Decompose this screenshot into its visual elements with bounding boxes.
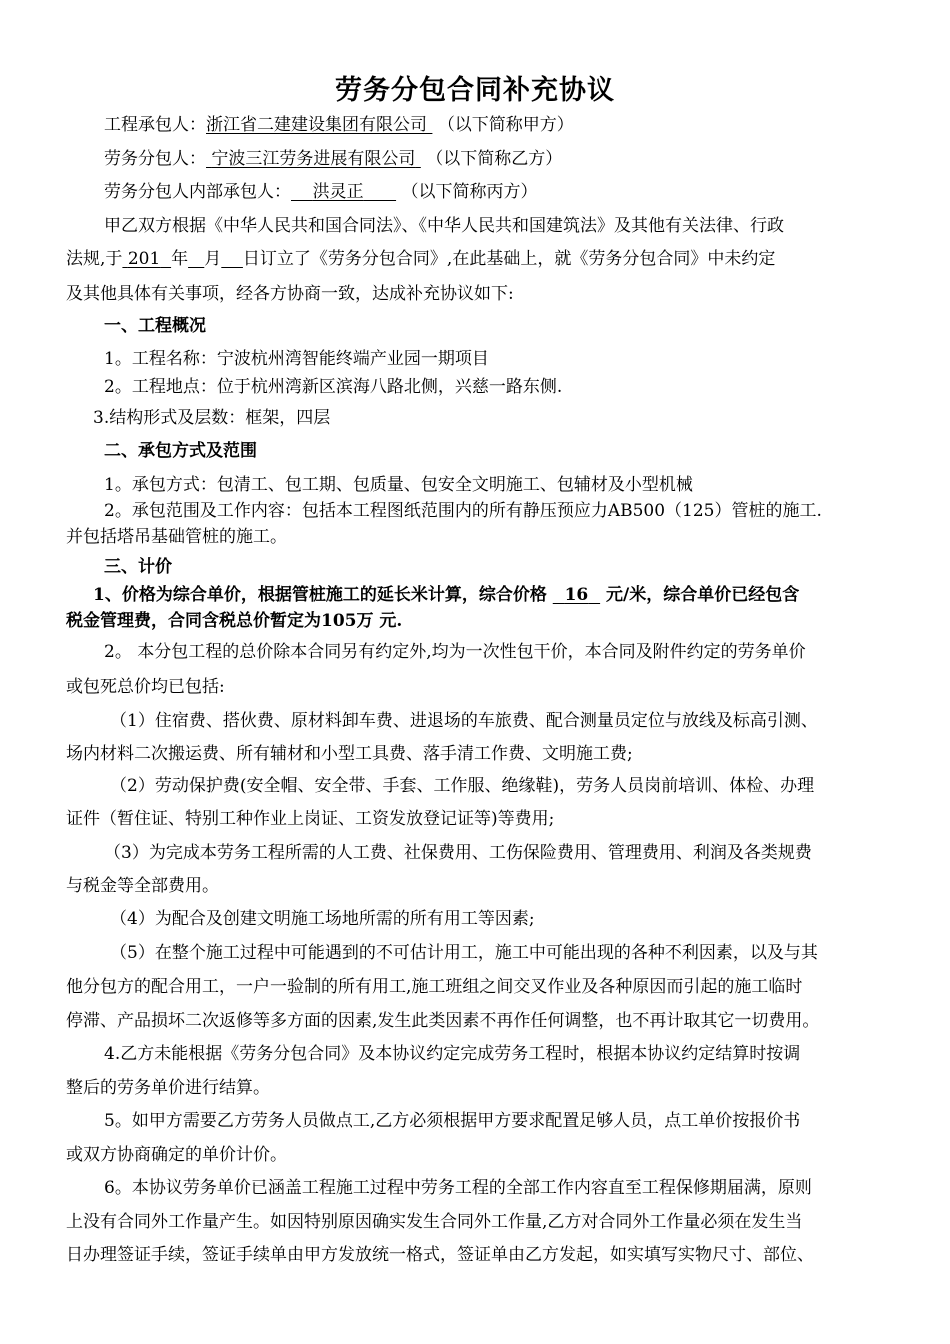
- party-label: 劳务分包人：: [104, 149, 206, 169]
- pricing-clause-6-cont-2: 日办理签证手续，签证手续单由甲方发放统一格式，签证单由乙方发起，如实填写实物尺寸、部位、: [66, 1245, 814, 1265]
- section-heading-pricing: 三、计价: [104, 557, 172, 577]
- document-title: 劳务分包合同补充协议: [335, 75, 615, 106]
- section-heading-overview: 一、工程概况: [104, 316, 206, 336]
- pricing-clause-6-cont-1: 上没有合同外工作量产生。如因特别原因确实发生合同外工作量,乙方对合同外工作量必须在发生当: [66, 1212, 803, 1232]
- included-item-5-cont-1: 他分包方的配合用工，一户一验制的所有用工,施工班组之间交叉作业及各种原因而引起的施工临时: [66, 977, 803, 997]
- included-item-2: （2）劳动保护费(安全帽、安全带、手套、工作服、绝缘鞋)，劳务人员岗前培训、体检、办理: [110, 776, 815, 796]
- contract-scope-item-cont: 并包括塔吊基础管桩的施工。: [66, 527, 287, 547]
- included-item-5-cont-2: 停滞、产品损坏二次返修等多方面的因素,发生此类因素不再作任何调整，也不再计取其它一切费用。: [66, 1011, 820, 1031]
- party-suffix: （以下简称乙方）: [426, 149, 563, 169]
- unit-price-value: 16: [564, 585, 589, 605]
- pricing-clause-1: 1、价格为综合单价，根据管桩施工的延长米计算，综合价格 16 元/米，综合单价已经包含: [93, 585, 800, 605]
- party-label: 劳务分包人内部承包人：: [104, 182, 291, 202]
- party-internal-contractor: [104, 181, 537, 203]
- party-contractor: [104, 114, 574, 136]
- party-name: 宁波三江劳务进展有限公司: [211, 149, 416, 169]
- included-item-3: （3）为完成本劳务工程所需的人工费、社保费用、工伤保险费用、管理费用、利润及各类规费: [104, 843, 812, 863]
- pricing-clause-2-cont: 或包死总价均已包括:: [66, 677, 225, 697]
- pricing-clause-4-cont: 整后的劳务单价进行结算。: [66, 1078, 270, 1098]
- included-item-1-cont: 场内材料二次搬运费、所有辅材和小型工具费、落手清工作费、文明施工费;: [66, 744, 633, 764]
- project-structure-item: 3.结构形式及层数：框架，四层: [93, 408, 331, 428]
- intro-year: 201: [127, 249, 161, 269]
- party-name: 洪灵正: [312, 182, 364, 202]
- party-suffix: （以下简称甲方）: [437, 115, 574, 135]
- contract-method-item: 1。承包方式：包清工、包工期、包质量、包安全文明施工、包辅材及小型机械: [104, 475, 693, 495]
- included-item-1: （1）住宿费、搭伙费、原材料卸车费、进退场的车旅费、配合测量员定位与放线及标高引测、: [110, 711, 818, 731]
- included-item-2-cont: 证件（暂住证、特别工种作业上岗证、工资发放登记证等)等费用;: [66, 809, 555, 829]
- party-name: 浙江省二建建设集团有限公司: [206, 115, 427, 135]
- intro-line-3: 及其他具体有关事项，经各方协商一致，达成补充协议如下:: [66, 284, 514, 304]
- included-item-4: （4）为配合及创建文明施工场地所需的所有用工等因素;: [110, 909, 535, 929]
- intro-line-2: 法规,于 201 年 月 日订立了《劳务分包合同》,在此基础上，就《劳务分包合同》中未约定: [66, 249, 776, 269]
- project-location-item: 2。工程地点：位于杭州湾新区滨海八路北侧，兴慈一路东侧.: [104, 377, 563, 397]
- contract-scope-item: 2。承包范围及工作内容：包括本工程图纸范围内的所有静压预应力AB500（125）管桩的施工.: [104, 501, 822, 521]
- pricing-clause-5-cont: 或双方协商确定的单价计价。: [66, 1145, 287, 1165]
- included-item-5: （5）在整个施工过程中可能遇到的不可估计用工，施工中可能出现的各种不利因素，以及与其: [110, 943, 818, 963]
- party-label: 工程承包人：: [104, 115, 206, 135]
- pricing-clause-5: 5。如甲方需要乙方劳务人员做点工,乙方必须根据甲方要求配置足够人员，点工单价按报价书: [104, 1111, 801, 1131]
- section-heading-scope: 二、承包方式及范围: [104, 441, 257, 461]
- pricing-clause-6: 6。本协议劳务单价已涵盖工程施工过程中劳务工程的全部工作内容直至工程保修期届满，原则: [104, 1178, 812, 1198]
- party-subcontractor: [104, 148, 562, 170]
- pricing-clause-1-cont: 税金管理费，合同含税总价暂定为105万 元.: [66, 611, 403, 631]
- intro-line-1: 甲乙双方根据《中华人民共和国合同法》、《中华人民共和国建筑法》及其他有关法律、行政: [104, 216, 784, 236]
- pricing-clause-2: 2。 本分包工程的总价除本合同另有约定外,均为一次性包干价，本合同及附件约定的劳务单价: [104, 642, 806, 662]
- included-item-3-cont: 与税金等全部费用。: [66, 876, 219, 896]
- party-suffix: （以下简称丙方）: [401, 182, 538, 202]
- pricing-clause-4: 4.乙方未能根据《劳务分包合同》及本协议约定完成劳务工程时，根据本协议约定结算时按调: [104, 1044, 801, 1064]
- project-name-item: 1。工程名称：宁波杭州湾智能终端产业园一期项目: [104, 349, 489, 369]
